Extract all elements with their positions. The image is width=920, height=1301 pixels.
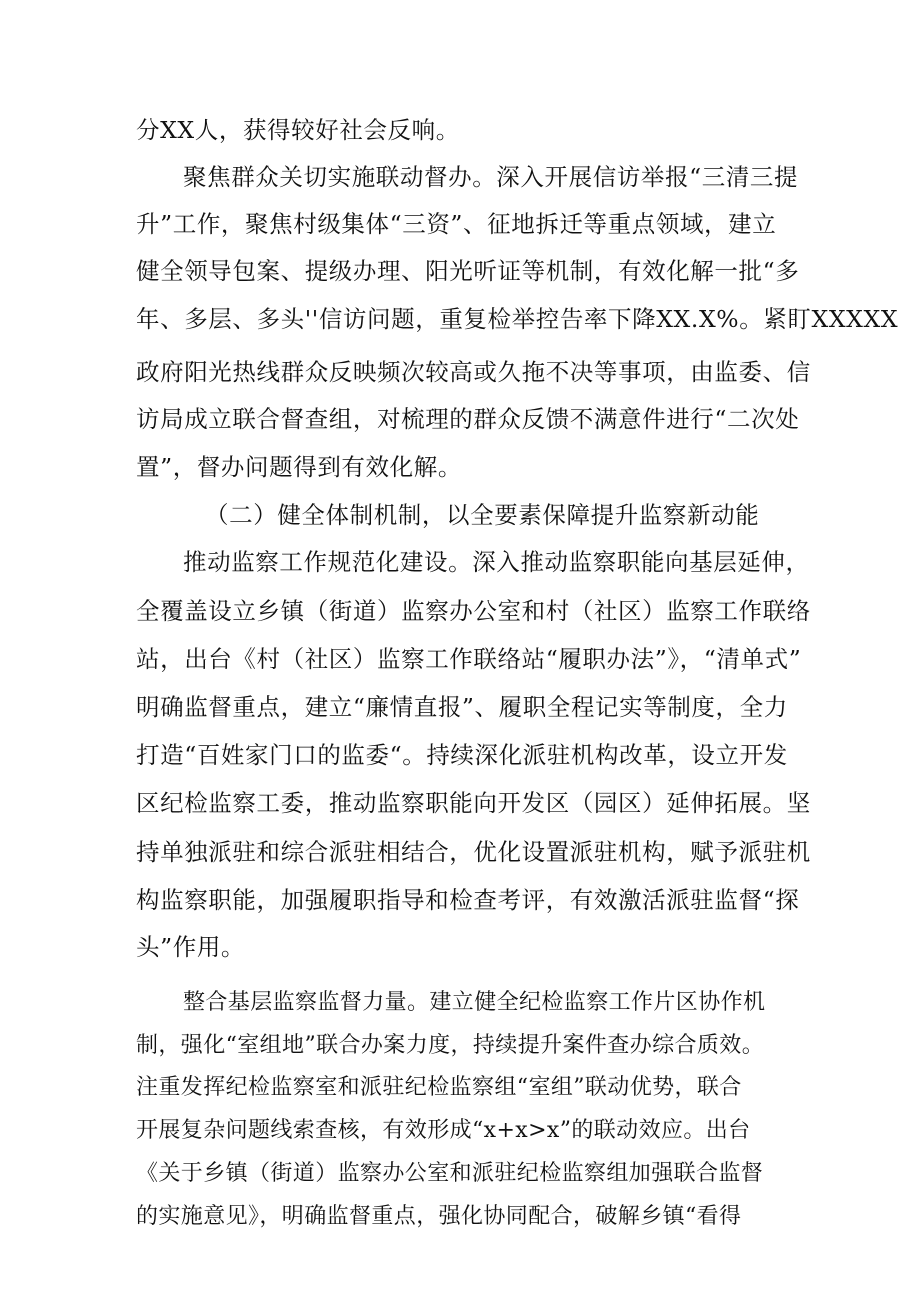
text-line: 年、多层、多头''信访问题，重复检举控告率下降XX.X%。紧盯XXXXX xyxy=(136,305,899,333)
text-line: 全覆盖设立乡镇（街道）监察办公室和村（社区）监察工作联络 xyxy=(136,597,811,625)
text-line: 注重发挥纪检监察室和派驻纪检监察组“室组”联动优势，联合 xyxy=(136,1075,742,1100)
text-line: 升”工作，聚焦村级集体“三资”、征地拆迁等重点领域，建立 xyxy=(136,210,777,238)
text-line: 明确监督重点，建立“廉情直报”、履职全程记实等制度，全力 xyxy=(136,693,788,721)
text-line: 《关于乡镇（街道）监察办公室和派驻纪检监察组加强联合监督 xyxy=(136,1161,764,1186)
section-heading: （二）健全体制机制，以全要素保障提升监察新动能 xyxy=(205,501,760,529)
paragraph-start-line: 整合基层监察监督力量。建立健全纪检监察工作片区协作机 xyxy=(183,990,766,1015)
text-line: 打造“百姓家门口的监委“。持续深化派驻机构改革，设立开发 xyxy=(136,741,788,769)
text-line: 政府阳光热线群众反映频次较高或久拖不决等事项，由监委、信 xyxy=(136,358,811,386)
text-line: 站，出台《村（社区）监察工作联络站“履职办法”》，“清单式” xyxy=(136,645,802,673)
text-line: 置”，督办问题得到有效化解。 xyxy=(136,453,462,481)
text-line: 健全领导包案、提级办理、阳光听证等机制，有效化解一批“多 xyxy=(136,257,800,285)
text-line: 区纪检监察工委，推动监察职能向开发区（园区）延伸拓展。坚 xyxy=(136,789,811,817)
text-line: 制，强化“室组地”联合办案力度，持续提升案件查办综合质效。 xyxy=(136,1033,765,1058)
text-line: 持单独派驻和综合派驻相结合，优化设置派驻机构，赋予派驻机 xyxy=(136,838,811,866)
text-line: 分XX人，获得较好社会反响。 xyxy=(136,116,460,144)
text-line: 头”作用。 xyxy=(136,933,246,961)
text-line: 访局成立联合督查组，对梳理的群众反馈不满意件进行“二次处 xyxy=(136,405,800,433)
paragraph-start-line: 推动监察工作规范化建设。深入推动监察职能向基层延伸， xyxy=(183,548,810,576)
text-line: 开展复杂问题线索查核，有效形成“x+x>x”的联动效应。出台 xyxy=(136,1118,751,1143)
text-line: 构监察职能，加强履职指导和检查考评，有效激活派驻监督“探 xyxy=(136,886,800,914)
paragraph-start-line: 聚焦群众关切实施联动督办。深入开展信访举报“三清三提 xyxy=(183,163,799,191)
text-line: 的实施意见》，明确监督重点，强化协同配合，破解乡镇“看得 xyxy=(136,1204,742,1229)
